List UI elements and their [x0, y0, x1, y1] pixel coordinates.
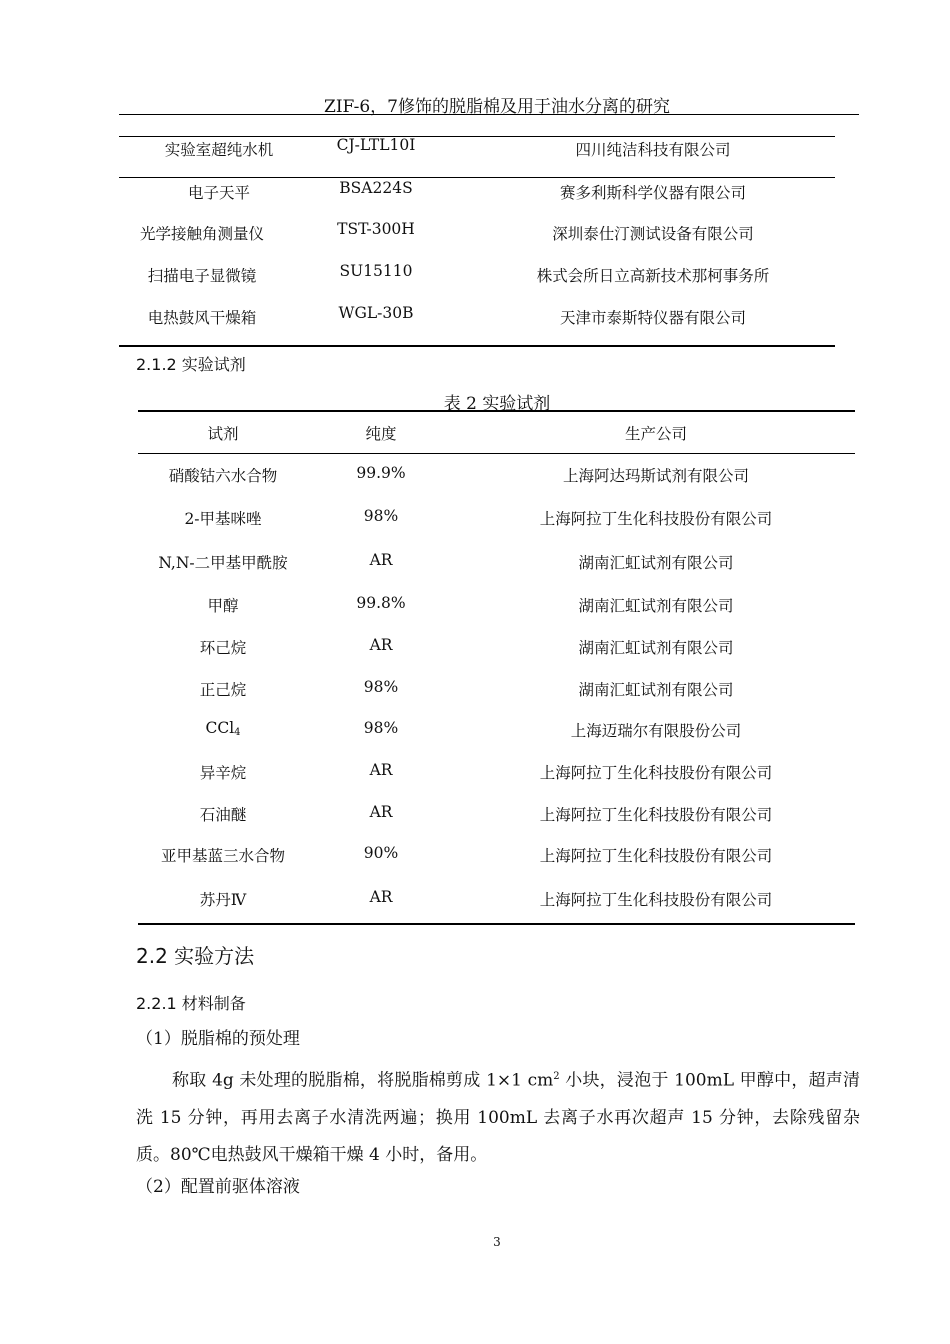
running-header: ZIF-6，7修饰的脱脂棉及用于油水分离的研究: [324, 97, 670, 117]
table2-cell: 环己烷: [199, 639, 247, 657]
table2-cell: 98%: [363, 507, 399, 525]
table2-top-rule: [138, 410, 855, 412]
step2-title: （2）配置前驱体溶液: [136, 1177, 300, 1197]
table2-cell: AR: [369, 888, 393, 906]
table2-cell: 上海阿拉丁生化科技股份有限公司: [539, 764, 773, 782]
table2-caption: 表 2 实验试剂: [443, 394, 551, 414]
table2-cell: 湖南汇虹试剂有限公司: [578, 681, 734, 699]
table1-cell: WGL-30B: [338, 304, 414, 322]
table1-cell: 深圳泰仕汀测试设备有限公司: [552, 225, 754, 243]
table2-cell: 99.9%: [356, 464, 406, 482]
table1-cell: 天津市泰斯特仪器有限公司: [559, 309, 746, 327]
ccl4-formula: CCl: [205, 719, 235, 737]
table1-cell: 电热鼓风干燥箱: [147, 309, 257, 327]
table2-header-purity: 纯度: [365, 425, 397, 443]
table2-cell: 90%: [363, 844, 399, 862]
table1-cell: 电子天平: [187, 184, 250, 202]
paragraph-part2: 小块，浸泡于 100mL 甲醇中，超声清洗 15 分钟，再用去离子水清洗两遍；换用 100mL 去离子水再次超声 15 分钟，去除残留杂质。80℃电热鼓风干燥箱干燥 4 小时，备用。: [136, 1070, 860, 1165]
table1-cell: 实验室超纯水机: [164, 141, 274, 159]
table2-cell: 湖南汇虹试剂有限公司: [578, 597, 734, 615]
paragraph-pretreatment: [136, 1058, 860, 1174]
section-heading-2-1-2: 2.1.2 实验试剂: [136, 355, 246, 374]
table2-cell: AR: [369, 803, 393, 821]
table1-cell: 扫描电子显微镜: [147, 267, 257, 285]
table1-cell: 光学接触角测量仪: [139, 225, 264, 243]
table2-header-company: 生产公司: [624, 425, 687, 443]
table2-cell: 湖南汇虹试剂有限公司: [578, 639, 734, 657]
page-number: 3: [493, 1235, 501, 1249]
table2-cell: 上海阿拉丁生化科技股份有限公司: [539, 510, 773, 528]
table1-cell: BSA224S: [339, 179, 413, 197]
table2-cell: 湖南汇虹试剂有限公司: [578, 554, 734, 572]
table2-cell: AR: [369, 761, 393, 779]
table2-cell: 上海阿拉丁生化科技股份有限公司: [539, 806, 773, 824]
table2-cell: 亚甲基蓝三水合物: [160, 847, 285, 865]
table2-cell: 石油醚: [199, 806, 247, 824]
paragraph-part1: 称取 4g 未处理的脱脂棉，将脱脂棉剪成 1×1 cm: [172, 1070, 554, 1091]
table1-top-rule: [119, 136, 835, 137]
superscript-2: 2: [553, 1071, 560, 1082]
table2-cell: 上海阿达玛斯试剂有限公司: [562, 467, 749, 485]
table2-cell: 上海阿拉丁生化科技股份有限公司: [539, 891, 773, 909]
table2-cell: 异辛烷: [199, 764, 247, 782]
header-rule: [119, 114, 859, 115]
table2-cell: 上海迈瑞尔有限股份公司: [570, 722, 742, 740]
table1-bottom-rule: [119, 345, 835, 347]
table2-cell: 正己烷: [199, 681, 247, 699]
table2-cell: AR: [369, 551, 393, 569]
table1-cell: 四川纯洁科技有限公司: [575, 141, 731, 159]
table2-cell-ccl4: [140, 719, 306, 738]
table2-cell: 甲醇: [207, 597, 239, 615]
table1-cell: 株式会所日立高新技术那柯事务所: [536, 267, 770, 285]
table2-bottom-rule: [138, 923, 855, 925]
section-heading-2-2-1: 2.2.1 材料制备: [136, 994, 246, 1013]
table2-cell: 硝酸钴六水合物: [168, 467, 278, 485]
table2-cell: 上海阿拉丁生化科技股份有限公司: [539, 847, 773, 865]
ccl4-subscript: 4: [234, 727, 241, 738]
table2-header-rule: [138, 453, 855, 454]
table2-cell: N,N-二甲基甲酰胺: [158, 554, 288, 572]
table1-cell: TST-300H: [337, 220, 415, 238]
table1-cell: SU15110: [339, 262, 413, 280]
step1-title: （1）脱脂棉的预处理: [136, 1029, 300, 1049]
table1-cell: 赛多利斯科学仪器有限公司: [559, 184, 746, 202]
section-heading-2-2: 2.2 实验方法: [136, 944, 255, 968]
table2-cell: 苏丹Ⅳ: [199, 891, 247, 909]
table2-cell: 98%: [363, 719, 399, 737]
table2-cell: 98%: [363, 678, 399, 696]
table2-cell: 99.8%: [356, 594, 406, 612]
table2-cell: AR: [369, 636, 393, 654]
table1-row-rule: [119, 177, 835, 178]
table1-cell: CJ-LTL10Ⅰ: [336, 136, 416, 154]
table2-cell: 2-甲基咪唑: [184, 510, 262, 528]
table2-header-reagent: 试剂: [207, 425, 239, 443]
